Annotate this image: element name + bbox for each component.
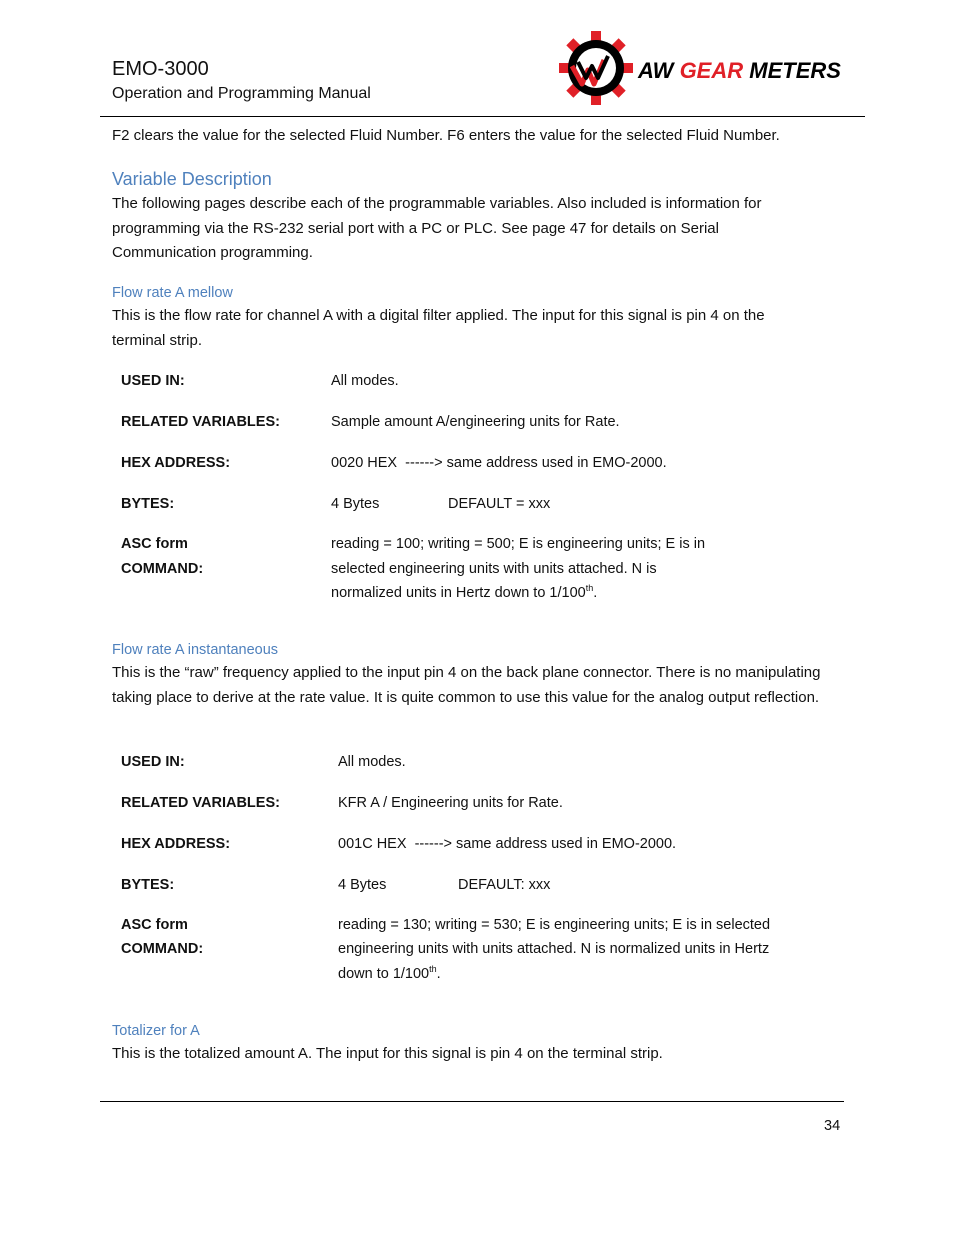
used-in-value: All modes. [338, 754, 406, 770]
asc-command-line: selected engineering units with units attached. N is [331, 561, 657, 577]
asc-command-line: normalized units in Hertz down to 1/100th. [331, 583, 598, 601]
used-in-label: USED IN: [121, 754, 185, 770]
hex-address-label: HEX ADDRESS: [121, 836, 231, 852]
related-variables-label: RELATED VARIABLES: [121, 414, 280, 430]
bytes-value: 4 Bytes [338, 877, 387, 893]
subsection-heading: Flow rate A instantaneous [112, 642, 279, 658]
related-variables-label: RELATED VARIABLES: [121, 795, 280, 811]
used-in-value: All modes. [331, 373, 399, 389]
subsection-paragraph: This is the “raw” frequency applied to the input pin 4 on the back plane connector. There is no manipulating taking place to derive at the rate value. It is quite common to use this value for the analog output reflection. [112, 664, 821, 706]
hex-address-value: 001C HEX ------> same address used in EMO-2000. [338, 836, 677, 852]
command-label: COMMAND: [121, 941, 204, 957]
page-number: 34 [824, 1118, 841, 1134]
related-variables-value: Sample amount A/engineering units for Rate. [331, 414, 620, 430]
bytes-label: BYTES: [121, 496, 175, 512]
command-label: COMMAND: [121, 561, 204, 577]
bytes-value: 4 Bytes [331, 496, 380, 512]
description-paragraph: The following pages describe each of the programmable variables. Also included is information for programming via the RS-232 serial port with a PC or PLC. See page 47 for details on Serial Communication programming. [112, 195, 762, 261]
subsection-heading: Totalizer for A [112, 1023, 200, 1039]
asc-command-line: down to 1/100th. [338, 964, 441, 982]
logo-wordmark: AW GEAR METERS [638, 58, 841, 83]
asc-command-line: reading = 130; writing = 530; E is engineering units; E is in selected [338, 917, 771, 933]
aw-gear-meters-logo [556, 28, 846, 108]
section-heading: Variable Description [112, 169, 272, 189]
asc-form-label: ASC form [121, 536, 188, 552]
default-value: DEFAULT: xxx [458, 877, 551, 893]
asc-form-label: ASC form [121, 917, 188, 933]
subsection-paragraph: This is the flow rate for channel A with a digital filter applied. The input for this signal is pin 4 on the terminal strip. [112, 307, 765, 349]
asc-command-line: reading = 100; writing = 500; E is engineering units; E is in [331, 536, 706, 552]
document-subtitle: Operation and Programming Manual [112, 85, 371, 102]
asc-command-line: engineering units with units attached. N is normalized units in Hertz [338, 941, 770, 957]
document-title: EMO-3000 [112, 58, 209, 80]
default-value: DEFAULT = xxx [448, 496, 551, 512]
intro-paragraph: F2 clears the value for the selected Fluid Number. F6 enters the value for the selected Fluid Number. [112, 127, 780, 144]
subsection-paragraph: This is the totalized amount A. The input for this signal is pin 4 on the terminal strip. [112, 1045, 663, 1062]
bytes-label: BYTES: [121, 877, 175, 893]
subsection-heading: Flow rate A mellow [112, 285, 233, 301]
used-in-label: USED IN: [121, 373, 185, 389]
hex-address-value: 0020 HEX ------> same address used in EMO-2000. [331, 455, 667, 471]
header-rule [100, 116, 865, 117]
footer-rule [100, 1101, 844, 1102]
hex-address-label: HEX ADDRESS: [121, 455, 231, 471]
related-variables-value: KFR A / Engineering units for Rate. [338, 795, 563, 811]
